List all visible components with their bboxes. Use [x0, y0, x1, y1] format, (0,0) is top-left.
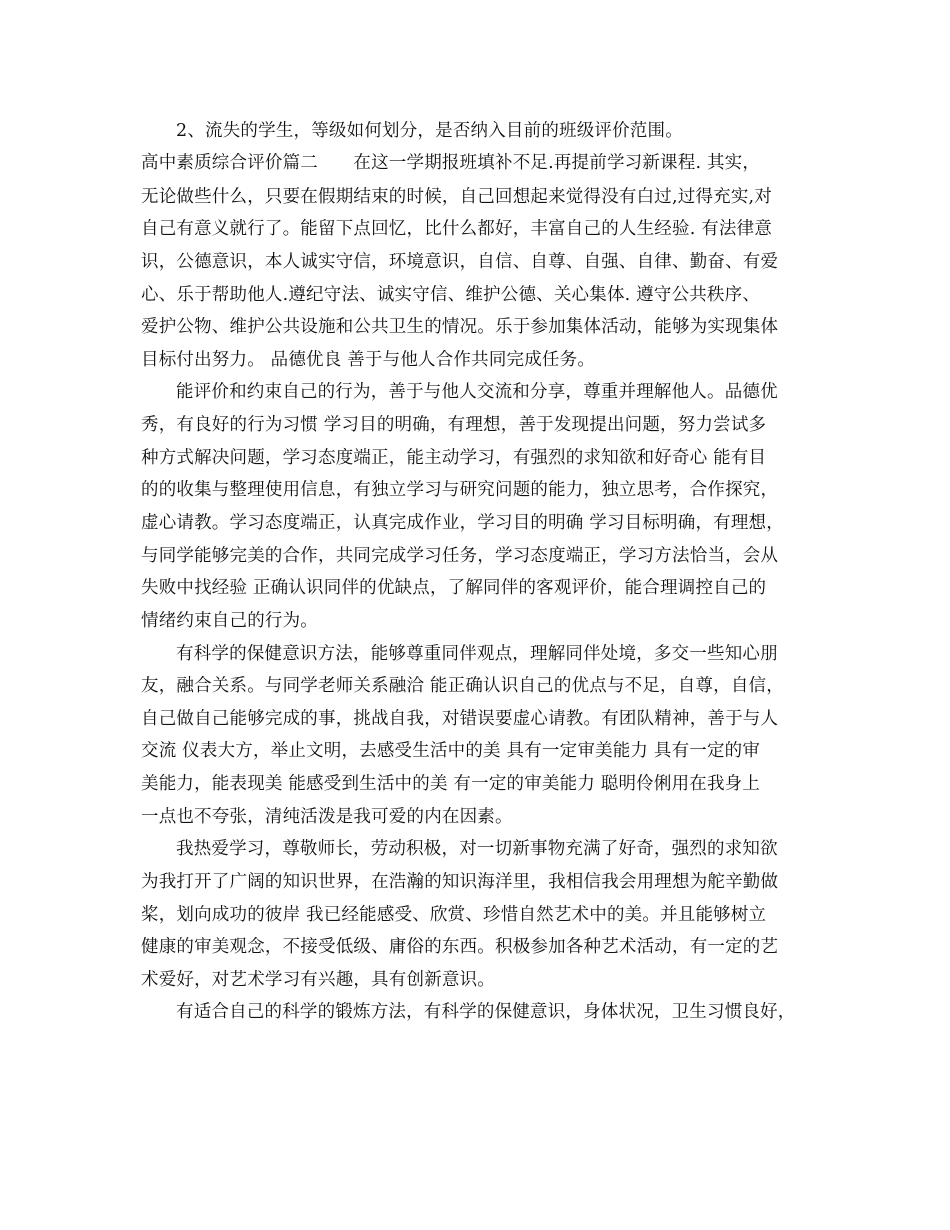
paragraph-line: 友，融合关系。与同学老师关系融洽 能正确认识自己的优点与不足，自尊，自信，	[141, 676, 784, 696]
paragraph-line: 桨，划向成功的彼岸 我已经能感受、欣赏、珍惜自然艺术中的美。并且能够树立	[141, 905, 767, 925]
paragraph-line: 有科学的保健意识方法，能够尊重同伴观点，理解同伴处境，多交一些知心朋	[176, 644, 778, 664]
paragraph-line: 能评价和约束自己的行为，善于与他人交流和分享，尊重并理解他人。品德优	[176, 382, 778, 402]
paragraph-line: 高中素质综合评价篇二 在这一学期报班填补不足.再提前学习新课程. 其实，	[141, 153, 761, 173]
paragraph-line: 自己做自己能够完成的事，挑战自我，对错误要虚心请教。有团队精神，善于与人	[141, 709, 779, 729]
paragraph-line: 与同学能够完美的合作，共同完成学习任务，学习态度端正，学习方法恰当，会从	[141, 546, 779, 566]
paragraph-line: 我热爱学习，尊敬师长，劳动积极，对一切新事物充满了好奇，强烈的求知欲	[176, 839, 778, 859]
paragraph-line: 虚心请教。学习态度端正，认真完成作业，学习目的明确 学习目标明确，有理想，	[141, 513, 784, 533]
paragraph-line: 失败中找经验 正确认识同伴的优缺点，了解同伴的客观评价，能合理调控自己的	[141, 578, 767, 598]
paragraph-line: 一点也不夸张，清纯活泼是我可爱的内在因素。	[141, 807, 513, 827]
paragraph-line: 美能力，能表现美 能感受到生活中的美 有一定的审美能力 聪明伶俐用在我身上	[141, 774, 761, 794]
paragraph-line: 爱护公物、维护公共设施和公共卫生的情况。乐于参加集体活动，能够为实现集体	[141, 317, 779, 337]
paragraph-line: 目标付出努力。 品德优良 善于与他人合作共同完成任务。	[141, 350, 596, 370]
paragraph-line: 无论做些什么，只要在假期结束的时候，自己回想起来觉得没有白过,过得充实,对	[141, 187, 773, 207]
paragraph-line: 有适合自己的科学的锻炼方法，有科学的保健意识，身体状况，卫生习惯良好，	[176, 1002, 796, 1022]
paragraph-line: 健康的审美观念，不接受低级、庸俗的东西。积极参加各种艺术活动，有一定的艺	[141, 937, 779, 957]
paragraph-line: 的的收集与整理使用信息，有独立学习与研究问题的能力，独立思考，合作探究，	[141, 480, 779, 500]
paragraph-line: 2、流失的学生，等级如何划分，是否纳入目前的班级评价范围。	[176, 121, 683, 141]
paragraph-line: 心、乐于帮助他人.遵纪守法、诚实守信、维护公德、关心集体. 遵守公共秩序、	[141, 285, 761, 305]
paragraph-line: 交流 仪表大方，举止文明，去感受生活中的美 具有一定审美能力 具有一定的审	[141, 741, 761, 761]
paragraph-line: 种方式解决问题，学习态度端正，能主动学习，有强烈的求知欲和好奇心 能有目	[141, 448, 767, 468]
paragraph-line: 秀，有良好的行为习惯 学习目的明确，有理想，善于发现提出问题，努力尝试多	[141, 415, 767, 435]
paragraph-line: 情绪约束自己的行为。	[141, 611, 318, 631]
paragraph-line: 自己有意义就行了。能留下点回忆，比什么都好，丰富自己的人生经验. 有法律意	[141, 219, 773, 239]
paragraph-line: 识，公德意识，本人诚实守信，环境意识，自信、自尊、自强、自律、勤奋、有爱	[141, 252, 779, 272]
paragraph-line: 术爱好，对艺术学习有兴趣，具有创新意识。	[141, 970, 495, 990]
paragraph-line: 为我打开了广阔的知识世界，在浩瀚的知识海洋里，我相信我会用理想为舵辛勤做	[141, 872, 779, 892]
